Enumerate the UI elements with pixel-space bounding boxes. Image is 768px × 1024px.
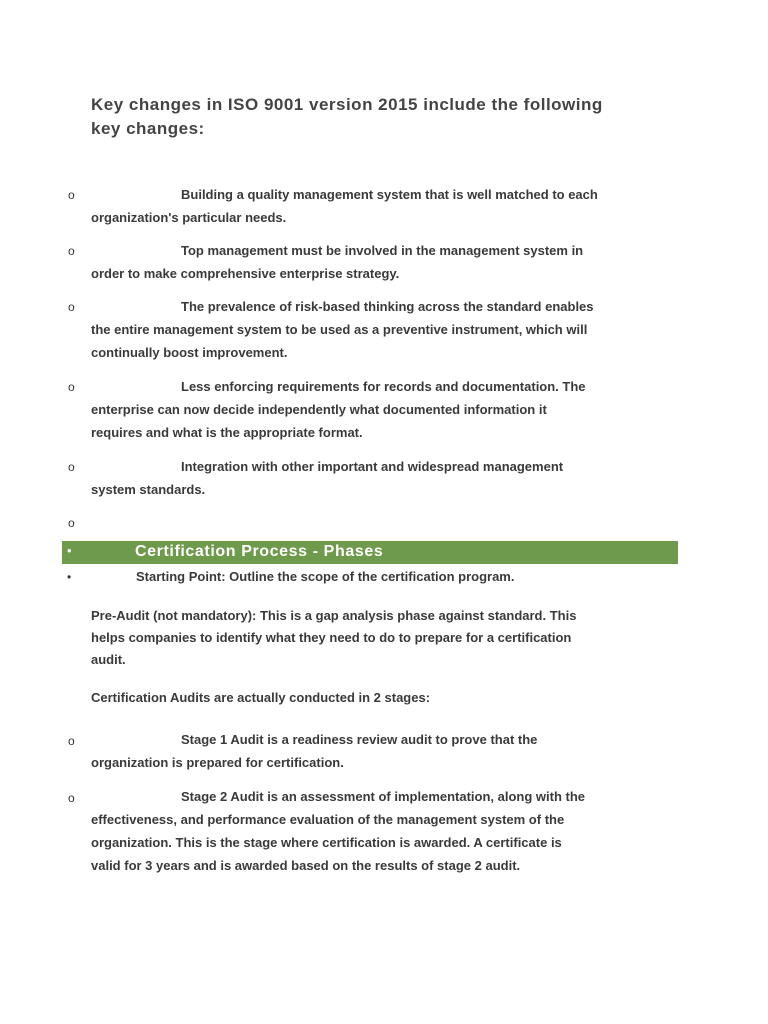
paragraph-line: audit. xyxy=(91,652,126,667)
list-item xyxy=(91,295,681,364)
certification-audits-intro: Certification Audits are actually conducted in 2 stages: xyxy=(91,690,431,705)
list-item-text: Building a quality management system that is well matched to each xyxy=(181,187,598,202)
list-item-text: requires and what is the appropriate format. xyxy=(91,425,363,440)
list-item-text: organization's particular needs. xyxy=(91,210,287,225)
page-title xyxy=(91,93,671,141)
list-bullet: o xyxy=(68,300,75,314)
list-item-text: order to make comprehensive enterprise strategy. xyxy=(91,266,400,281)
list-item-text: Top management must be involved in the management system in xyxy=(181,243,584,258)
list-item-text: Integration with other important and widespread management xyxy=(181,459,564,474)
list-item-text: effectiveness, and performance evaluation of the management system of the xyxy=(91,812,565,827)
list-item-text: continually boost improvement. xyxy=(91,345,288,360)
section-banner xyxy=(62,541,678,564)
list-item xyxy=(91,375,681,444)
paragraph-line: Pre-Audit (not mandatory): This is a gap analysis phase against standard. This xyxy=(91,608,577,623)
list-item-text: The prevalence of risk-based thinking across the standard enables xyxy=(181,299,594,314)
list-item xyxy=(91,455,681,501)
banner-bullet: • xyxy=(67,543,72,558)
pre-audit-paragraph xyxy=(91,605,671,671)
list-bullet: o xyxy=(68,380,75,394)
list-item xyxy=(91,728,681,774)
list-bullet: o xyxy=(68,516,75,530)
list-bullet: o xyxy=(68,460,75,474)
list-item xyxy=(91,183,681,229)
list-item-text: valid for 3 years and is awarded based on the results of stage 2 audit. xyxy=(91,858,521,873)
list-item-text: the entire management system to be used as a preventive instrument, which will xyxy=(91,322,588,337)
list-item-text: enterprise can now decide independently what documented information it xyxy=(91,402,547,417)
title-line-1: Key changes in ISO 9001 version 2015 include the following xyxy=(91,95,603,114)
list-item-text: Less enforcing requirements for records and documentation. The xyxy=(181,379,586,394)
section-heading: Certification Process - Phases xyxy=(135,543,384,560)
list-item-text: Stage 1 Audit is a readiness review audit to prove that the xyxy=(181,732,538,747)
list-bullet: • xyxy=(67,570,72,584)
list-item-text: organization. This is the stage where certification is awarded. A certificate is xyxy=(91,835,562,850)
list-item-text: organization is prepared for certification. xyxy=(91,755,344,770)
list-bullet: o xyxy=(68,244,75,258)
list-item xyxy=(91,239,681,285)
list-bullet: o xyxy=(68,734,75,748)
list-item-text: system standards. xyxy=(91,482,206,497)
title-line-2: key changes: xyxy=(91,119,205,138)
list-item-text: Stage 2 Audit is an assessment of implementation, along with the xyxy=(181,789,586,804)
list-item xyxy=(91,785,681,877)
list-bullet: o xyxy=(68,791,75,805)
starting-point-text: Starting Point: Outline the scope of the certification program. xyxy=(136,569,515,584)
paragraph-line: helps companies to identify what they need to do to prepare for a certification xyxy=(91,630,572,645)
list-bullet: o xyxy=(68,188,75,202)
